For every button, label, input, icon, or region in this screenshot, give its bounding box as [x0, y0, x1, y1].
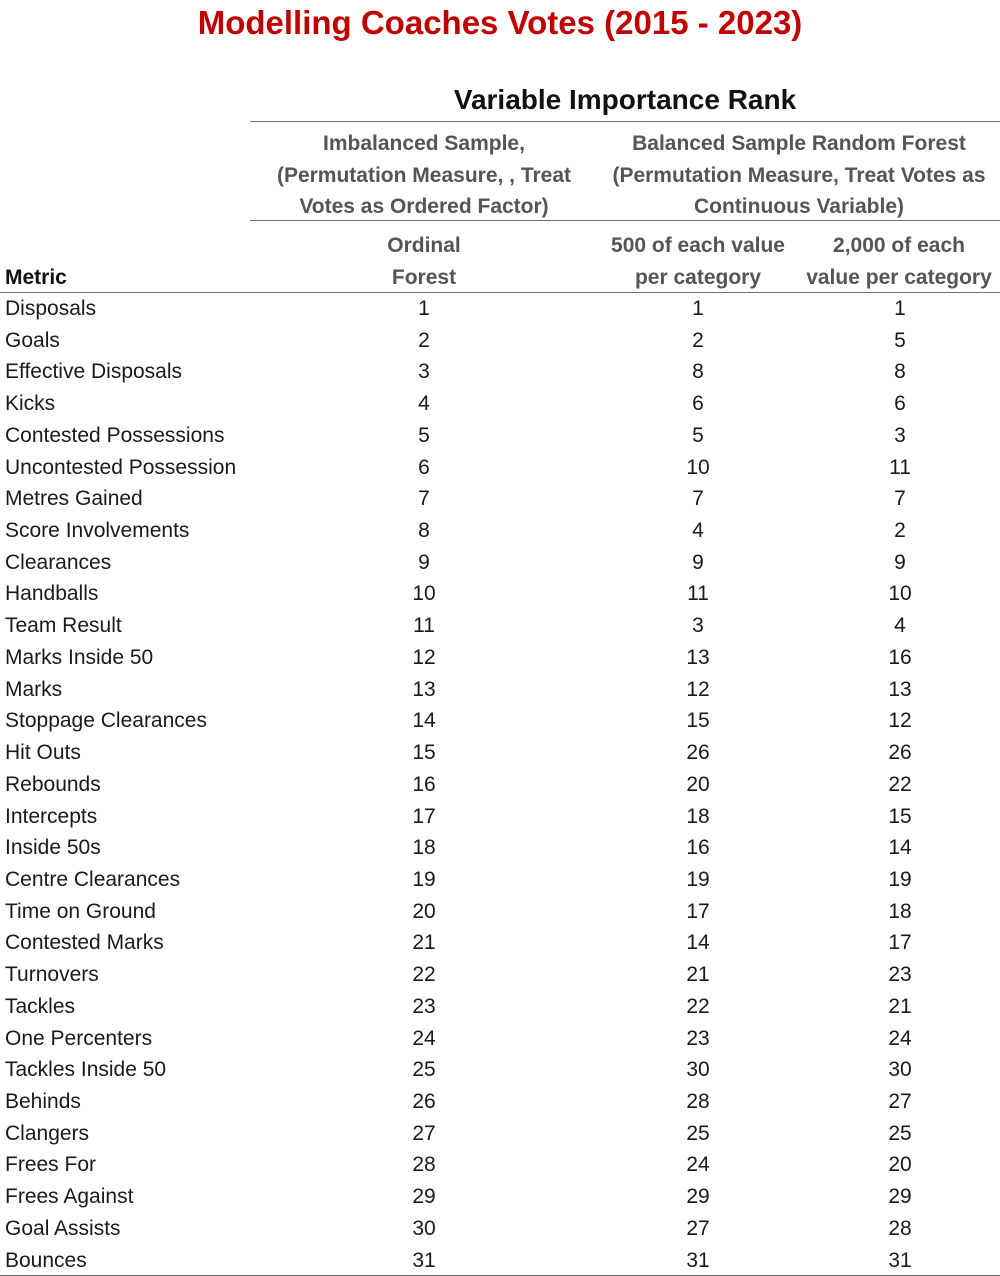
ordinal-forest-cell: 10	[412, 582, 436, 606]
ordinal-forest-cell: 28	[412, 1153, 436, 1177]
b500-cell: 24	[686, 1153, 710, 1177]
b500-cell: 13	[686, 645, 710, 669]
table-row	[0, 610, 1000, 642]
b2000-cell: 28	[888, 1216, 912, 1240]
header-rule-middle	[250, 220, 1000, 221]
balanced-header-line3: Continuous Variable)	[693, 195, 905, 218]
metric-cell: Tackles Inside 50	[5, 1058, 167, 1082]
b2000-cell: 3	[894, 423, 906, 447]
metric-column-header: Metric	[5, 266, 67, 289]
ordinal-header-line1: Ordinal	[387, 234, 461, 257]
ordinal-forest-cell: 16	[412, 772, 436, 796]
b2000-cell: 26	[888, 741, 912, 765]
metric-cell: Goal Assists	[5, 1216, 121, 1240]
b500-cell: 18	[686, 804, 710, 828]
b2000-column-header	[798, 230, 1000, 293]
b2000-cell: 15	[888, 804, 912, 828]
b500-cell: 20	[686, 772, 710, 796]
b500-cell: 29	[686, 1185, 710, 1209]
b500-cell: 12	[686, 677, 710, 701]
table-row	[0, 483, 1000, 515]
ordinal-forest-cell: 26	[412, 1089, 436, 1113]
table-row	[0, 959, 1000, 991]
metric-cell: Hit Outs	[5, 741, 81, 765]
table-row	[0, 896, 1000, 928]
ordinal-forest-cell: 30	[412, 1216, 436, 1240]
table-row	[0, 1054, 1000, 1086]
table-row	[0, 293, 1000, 325]
metric-cell: Intercepts	[5, 804, 98, 828]
balanced-group-header	[598, 128, 1000, 223]
table-body	[0, 293, 1000, 1276]
b2000-cell: 29	[888, 1185, 912, 1209]
b500-cell: 8	[692, 360, 704, 384]
ordinal-forest-cell: 24	[412, 1026, 436, 1050]
b2000-cell: 27	[888, 1089, 912, 1113]
metric-cell: Clangers	[5, 1121, 90, 1145]
ordinal-forest-cell: 13	[412, 677, 436, 701]
table-row	[0, 801, 1000, 833]
b2000-cell: 1	[894, 297, 906, 320]
ordinal-forest-cell: 2	[418, 328, 430, 352]
header-rule-top	[250, 121, 1000, 122]
b2000-cell: 5	[894, 328, 906, 352]
ordinal-forest-cell: 6	[418, 455, 430, 479]
metric-cell: Goals	[5, 328, 60, 352]
metric-cell: Contested Possessions	[5, 423, 225, 447]
metric-cell: One Percenters	[5, 1026, 153, 1050]
b500-header-line1: 500 of each value	[611, 234, 785, 257]
b500-cell: 27	[686, 1216, 710, 1240]
table-row	[0, 356, 1000, 388]
ordinal-forest-cell: 12	[412, 645, 436, 669]
table-row	[0, 1245, 1000, 1276]
b500-cell: 22	[686, 994, 710, 1018]
metric-cell: Contested Marks	[5, 931, 164, 955]
table-row	[0, 864, 1000, 896]
b500-cell: 2	[692, 328, 704, 352]
ordinal-header-line2: Forest	[391, 265, 457, 289]
imbalanced-header-line2: (Permutation Measure, , Treat	[276, 163, 572, 187]
ordinal-forest-cell: 15	[412, 741, 436, 765]
metric-cell: Stoppage Clearances	[5, 709, 207, 733]
b500-cell: 26	[686, 741, 710, 765]
table-row	[0, 927, 1000, 959]
table-row	[0, 420, 1000, 452]
b500-cell: 31	[686, 1248, 710, 1272]
b2000-cell: 12	[888, 709, 912, 733]
page-title: Modelling Coaches Votes (2015 - 2023)	[197, 4, 803, 41]
b500-cell: 7	[692, 487, 704, 511]
metric-cell: Metres Gained	[5, 487, 143, 511]
variable-importance-header: Variable Importance Rank	[453, 84, 797, 115]
ordinal-forest-cell: 17	[412, 804, 436, 828]
b2000-cell: 2	[894, 519, 906, 543]
table-row	[0, 1149, 1000, 1181]
imbalanced-group-header	[250, 128, 598, 223]
metric-cell: Clearances	[5, 550, 112, 574]
metric-cell: Turnovers	[5, 963, 99, 987]
b2000-cell: 9	[894, 550, 906, 574]
b500-cell: 9	[692, 550, 704, 574]
ordinal-forest-cell: 8	[418, 519, 430, 543]
b500-cell: 14	[686, 931, 710, 955]
b500-cell: 11	[687, 582, 709, 606]
b500-cell: 30	[686, 1058, 710, 1082]
b2000-cell: 30	[888, 1058, 912, 1082]
ordinal-forest-cell: 4	[418, 392, 430, 416]
ordinal-forest-cell: 21	[412, 931, 436, 955]
b500-cell: 23	[686, 1026, 710, 1050]
b500-cell: 19	[686, 867, 710, 891]
b2000-header-line2: value per category	[806, 265, 992, 289]
b500-cell: 10	[686, 455, 710, 479]
b2000-cell: 31	[888, 1248, 912, 1272]
table-row	[0, 388, 1000, 420]
metric-cell: Effective Disposals	[5, 360, 183, 384]
ordinal-forest-cell: 18	[412, 836, 436, 860]
metric-cell: Centre Clearances	[5, 867, 181, 891]
table-row	[0, 1086, 1000, 1118]
metric-cell: Bounces	[5, 1248, 87, 1272]
b500-cell: 21	[686, 963, 710, 987]
table-row	[0, 674, 1000, 706]
table-row	[0, 737, 1000, 769]
metric-cell: Uncontested Possession	[5, 455, 237, 479]
table-row	[0, 547, 1000, 579]
ordinal-forest-cell: 9	[418, 550, 430, 574]
ordinal-forest-column-header	[349, 230, 499, 293]
ordinal-forest-cell: 23	[412, 994, 436, 1018]
b500-cell: 25	[686, 1121, 710, 1145]
b2000-cell: 14	[888, 836, 912, 860]
b500-header-line2: per category	[634, 265, 762, 289]
ordinal-forest-cell: 1	[418, 297, 430, 320]
table-row	[0, 769, 1000, 801]
b500-cell: 4	[692, 519, 704, 543]
b2000-cell: 19	[888, 867, 912, 891]
balanced-header-line1: Balanced Sample Random Forest	[632, 132, 966, 155]
b2000-cell: 24	[888, 1026, 912, 1050]
metric-cell: Marks Inside 50	[5, 645, 154, 669]
table-row	[0, 832, 1000, 864]
b500-column-header	[598, 230, 798, 293]
metric-cell: Frees For	[5, 1153, 97, 1177]
b2000-cell: 25	[888, 1121, 912, 1145]
metric-cell: Team Result	[5, 614, 122, 638]
table-row	[0, 642, 1000, 674]
imbalanced-header-line1: Imbalanced Sample,	[323, 132, 525, 155]
b2000-cell: 6	[894, 392, 906, 416]
metric-cell: Handballs	[5, 582, 99, 606]
metric-cell: Behinds	[5, 1089, 81, 1113]
table-row	[0, 705, 1000, 737]
ordinal-forest-cell: 7	[418, 487, 430, 511]
metric-cell: Disposals	[5, 297, 97, 320]
metric-cell: Inside 50s	[5, 836, 101, 860]
b500-cell: 16	[686, 836, 710, 860]
b2000-cell: 10	[888, 582, 912, 606]
table-row	[0, 1181, 1000, 1213]
b2000-cell: 4	[894, 614, 906, 638]
table-row	[0, 1213, 1000, 1245]
ordinal-forest-cell: 3	[418, 360, 430, 384]
b2000-header-line1: 2,000 of each	[833, 234, 965, 257]
b2000-cell: 23	[888, 963, 912, 987]
ordinal-forest-cell: 27	[412, 1121, 436, 1145]
b2000-cell: 17	[888, 931, 912, 955]
b2000-cell: 16	[888, 645, 912, 669]
table-row	[0, 452, 1000, 484]
b2000-cell: 13	[888, 677, 912, 701]
table-row	[0, 1118, 1000, 1150]
b500-cell: 17	[686, 899, 710, 923]
metric-cell: Tackles	[5, 994, 76, 1018]
b2000-cell: 7	[894, 487, 906, 511]
balanced-header-line2: (Permutation Measure, Treat Votes as	[612, 163, 986, 187]
b2000-cell: 21	[888, 994, 912, 1018]
ordinal-forest-cell: 19	[412, 867, 436, 891]
b2000-cell: 20	[888, 1153, 912, 1177]
ordinal-forest-cell: 29	[412, 1185, 436, 1209]
table-row	[0, 1023, 1000, 1055]
metric-cell: Frees Against	[5, 1185, 134, 1209]
b500-cell: 15	[686, 709, 710, 733]
metric-cell: Time on Ground	[5, 899, 156, 923]
b500-cell: 3	[692, 614, 704, 638]
ordinal-forest-cell: 5	[418, 423, 430, 447]
ordinal-forest-cell: 31	[412, 1248, 436, 1272]
b500-cell: 1	[692, 297, 704, 320]
b2000-cell: 22	[888, 772, 912, 796]
metric-cell: Score Involvements	[5, 519, 190, 543]
imbalanced-header-line3: Votes as Ordered Factor)	[299, 195, 549, 218]
table-row	[0, 325, 1000, 357]
b2000-cell: 11	[889, 455, 911, 479]
b2000-cell: 8	[894, 360, 906, 384]
b500-cell: 28	[686, 1089, 710, 1113]
ordinal-forest-cell: 25	[412, 1058, 436, 1082]
table-row	[0, 991, 1000, 1023]
ordinal-forest-cell: 11	[413, 614, 435, 638]
ordinal-forest-cell: 20	[412, 899, 436, 923]
b2000-cell: 18	[888, 899, 912, 923]
metric-cell: Rebounds	[5, 772, 101, 796]
metric-cell: Marks	[5, 677, 63, 701]
b500-cell: 6	[692, 392, 704, 416]
metric-cell: Kicks	[5, 392, 56, 416]
table-row	[0, 578, 1000, 610]
ordinal-forest-cell: 14	[412, 709, 436, 733]
b500-cell: 5	[692, 423, 704, 447]
ordinal-forest-cell: 22	[412, 963, 436, 987]
table-row	[0, 515, 1000, 547]
